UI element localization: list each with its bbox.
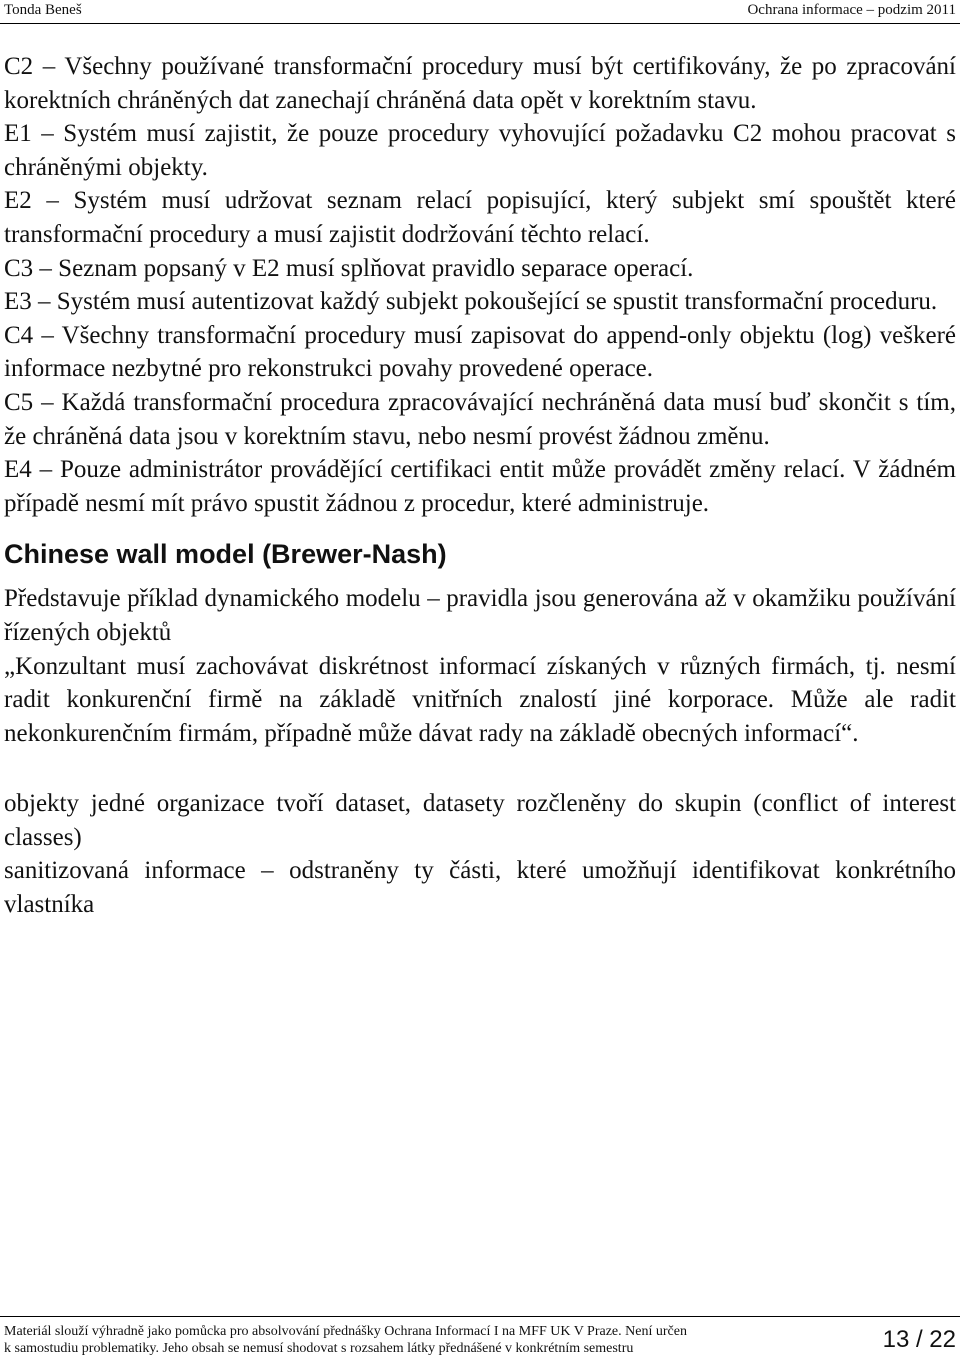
rule-e2: E2 – Systém musí udržovat seznam relací popisující, který subjekt smí spouštět které transformační procedury a musí zajistit dodržování těchto relací. [4,187,956,248]
footer-note [4,1323,804,1357]
rule-c3: C3 – Seznam popsaný v E2 musí splňovat pravidlo separace operací. [4,254,694,282]
section-intro: Představuje příklad dynamického modelu – pravidla jsou generována až v okamžiku používání řízených objektů [4,585,956,646]
rule-c4: C4 – Všechny transformační procedury musí zapisovat do append-only objektu (log) veškeré informace nezbytné pro rekonstrukci povahy provedené operace. [4,321,956,383]
header-divider [0,23,960,24]
footer-note-line-2: k samostudiu problematiky. Jeho obsah se nemusí shodovat s rozsahem látky přednášené v konkrétním semestru [4,1341,634,1356]
page-number: 13 / 22 [882,1326,956,1353]
rule-e3: E3 – Systém musí autentizovat každý subjekt pokoušející se spustit transformační proceduru. [4,288,938,316]
page-body [4,50,956,922]
section-quote: „Konzultant musí zachovávat diskrétnost informací získaných v různých firmách, tj. nesmí radit konkurenční firmě na základě vnitřních znalostí jiné korporace. Může ale radit nekonkurenčním firmám, případně může dávat rady na základě obecných informací“. [4,652,956,747]
section-sanitized: sanitizovaná informace – odstraněny ty části, které umožňují identifikovat konkrétního vlastníka [4,857,956,919]
header-course: Ochrana informace – podzim 2011 [747,2,956,18]
section-datasets: objekty jedné organizace tvoří dataset, datasety rozčleněny do skupin (conflict of interest classes) [4,790,956,851]
rule-e1: E1 – Systém musí zajistit, že pouze procedury vyhovující požadavku C2 mohou pracovat s chráněnými objekty. [4,120,956,181]
page-header [0,0,960,24]
footer-divider [0,1316,960,1317]
header-author: Tonda Beneš [4,2,82,18]
footer-note-line-1: Materiál slouží výhradně jako pomůcka pro absolvování přednášky Ochrana Informací I na MFF UK V Praze. Není určen [4,1324,687,1339]
rule-c2: C2 – Všechny používané transformační procedury musí být certifikovány, že po zpracování korektních chráněných dat zanechají chráněná data opět v korektním stavu. [4,53,956,114]
rule-e4: E4 – Pouze administrátor provádějící certifikaci entit může provádět změny relací. V žádném případě nesmí mít právo spustit žádnou z procedur, které administruje. [4,456,956,517]
section-title: Chinese wall model (Brewer-Nash) [4,539,447,570]
page-footer [0,1316,960,1358]
rule-c5: C5 – Každá transformační procedura zpracovávající nechráněná data musí buď skončit s tím, že chráněná data jsou v korektním stavu, nebo nesmí provést žádnou změnu. [4,388,956,450]
